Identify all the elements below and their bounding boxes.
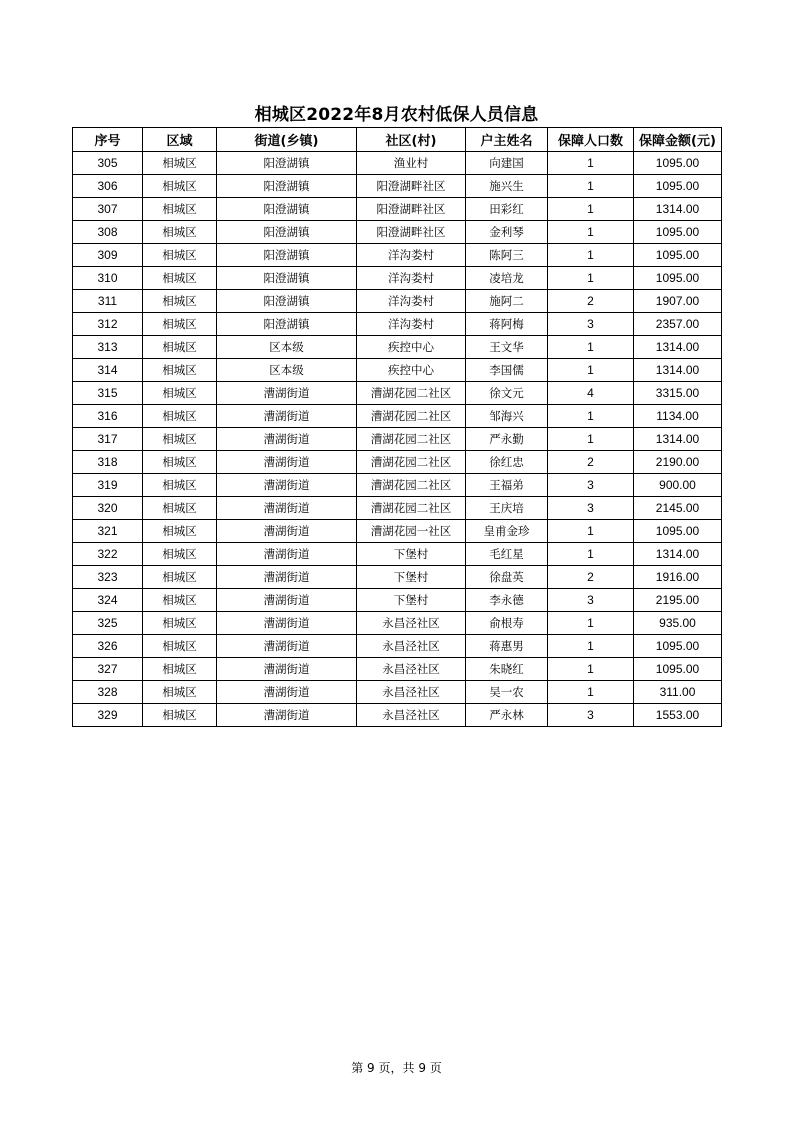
cell-amount: 2195.00 [634, 589, 722, 612]
cell-amount: 1095.00 [634, 244, 722, 267]
cell-people-count: 3 [548, 589, 634, 612]
table-row [73, 336, 722, 359]
cell-community: 阳澄湖畔社区 [357, 175, 466, 198]
cell-amount: 1095.00 [634, 152, 722, 175]
cell-index: 305 [73, 152, 143, 175]
column-header-index: 序号 [73, 128, 143, 152]
cell-community: 洋沟娄村 [357, 290, 466, 313]
table-row [73, 543, 722, 566]
table-row [73, 267, 722, 290]
cell-householder: 毛红星 [466, 543, 548, 566]
cell-community: 下堡村 [357, 543, 466, 566]
cell-street: 漕湖街道 [217, 428, 357, 451]
cell-people-count: 3 [548, 497, 634, 520]
table-row [73, 520, 722, 543]
cell-householder: 李国儒 [466, 359, 548, 382]
table-row [73, 428, 722, 451]
cell-street: 漕湖街道 [217, 405, 357, 428]
cell-people-count: 1 [548, 175, 634, 198]
cell-index: 325 [73, 612, 143, 635]
cell-people-count: 1 [548, 405, 634, 428]
table-row [73, 658, 722, 681]
cell-amount: 1314.00 [634, 359, 722, 382]
cell-amount: 1314.00 [634, 428, 722, 451]
table-body [73, 152, 722, 727]
cell-community: 下堡村 [357, 589, 466, 612]
cell-street: 漕湖街道 [217, 520, 357, 543]
cell-people-count: 3 [548, 474, 634, 497]
cell-index: 320 [73, 497, 143, 520]
cell-householder: 金利琴 [466, 221, 548, 244]
column-header-community: 社区(村) [357, 128, 466, 152]
cell-street: 漕湖街道 [217, 566, 357, 589]
cell-people-count: 1 [548, 267, 634, 290]
cell-people-count: 1 [548, 244, 634, 267]
cell-district: 相城区 [143, 313, 217, 336]
cell-street: 漕湖街道 [217, 474, 357, 497]
cell-street: 漕湖街道 [217, 658, 357, 681]
page-footer: 第 9 页，共 9 页 [351, 1061, 442, 1075]
cell-district: 相城区 [143, 520, 217, 543]
cell-index: 324 [73, 589, 143, 612]
cell-amount: 935.00 [634, 612, 722, 635]
cell-district: 相城区 [143, 336, 217, 359]
table-row [73, 474, 722, 497]
cell-community: 洋沟娄村 [357, 313, 466, 336]
cell-householder: 朱晓红 [466, 658, 548, 681]
cell-amount: 900.00 [634, 474, 722, 497]
cell-amount: 1095.00 [634, 221, 722, 244]
cell-community: 疾控中心 [357, 336, 466, 359]
cell-community: 永昌泾社区 [357, 612, 466, 635]
cell-index: 313 [73, 336, 143, 359]
cell-street: 阳澄湖镇 [217, 313, 357, 336]
cell-district: 相城区 [143, 612, 217, 635]
cell-community: 漕湖花园二社区 [357, 382, 466, 405]
cell-people-count: 1 [548, 359, 634, 382]
cell-index: 306 [73, 175, 143, 198]
cell-street: 阳澄湖镇 [217, 267, 357, 290]
cell-community: 漕湖花园二社区 [357, 428, 466, 451]
cell-people-count: 1 [548, 198, 634, 221]
cell-amount: 1095.00 [634, 635, 722, 658]
cell-district: 相城区 [143, 359, 217, 382]
cell-district: 相城区 [143, 658, 217, 681]
cell-street: 漕湖街道 [217, 382, 357, 405]
cell-people-count: 1 [548, 543, 634, 566]
cell-district: 相城区 [143, 474, 217, 497]
cell-householder: 蒋惠男 [466, 635, 548, 658]
cell-householder: 施兴生 [466, 175, 548, 198]
table-row [73, 566, 722, 589]
cell-street: 漕湖街道 [217, 497, 357, 520]
cell-index: 315 [73, 382, 143, 405]
cell-index: 311 [73, 290, 143, 313]
cell-index: 322 [73, 543, 143, 566]
cell-community: 漕湖花园二社区 [357, 451, 466, 474]
cell-district: 相城区 [143, 589, 217, 612]
cell-community: 洋沟娄村 [357, 267, 466, 290]
column-header-householder: 户主姓名 [466, 128, 548, 152]
cell-index: 308 [73, 221, 143, 244]
cell-index: 319 [73, 474, 143, 497]
cell-amount: 3315.00 [634, 382, 722, 405]
cell-people-count: 2 [548, 451, 634, 474]
cell-community: 永昌泾社区 [357, 704, 466, 727]
cell-street: 阳澄湖镇 [217, 175, 357, 198]
cell-amount: 1095.00 [634, 175, 722, 198]
cell-district: 相城区 [143, 221, 217, 244]
cell-district: 相城区 [143, 704, 217, 727]
cell-street: 区本级 [217, 336, 357, 359]
cell-index: 323 [73, 566, 143, 589]
column-header-people-count: 保障人口数 [548, 128, 634, 152]
table-row [73, 152, 722, 175]
cell-people-count: 1 [548, 612, 634, 635]
cell-householder: 邹海兴 [466, 405, 548, 428]
cell-people-count: 3 [548, 704, 634, 727]
cell-amount: 311.00 [634, 681, 722, 704]
cell-amount: 2190.00 [634, 451, 722, 474]
cell-householder: 王福弟 [466, 474, 548, 497]
table-row [73, 359, 722, 382]
cell-people-count: 2 [548, 566, 634, 589]
page-title: 相城区2022年8月农村低保人员信息 [254, 105, 539, 125]
table-row [73, 405, 722, 428]
cell-householder: 蒋阿梅 [466, 313, 548, 336]
cell-street: 阳澄湖镇 [217, 198, 357, 221]
cell-amount: 1095.00 [634, 658, 722, 681]
table-row [73, 382, 722, 405]
cell-street: 漕湖街道 [217, 589, 357, 612]
cell-district: 相城区 [143, 681, 217, 704]
cell-index: 327 [73, 658, 143, 681]
cell-district: 相城区 [143, 497, 217, 520]
cell-district: 相城区 [143, 267, 217, 290]
table-row [73, 198, 722, 221]
cell-amount: 1314.00 [634, 198, 722, 221]
cell-index: 329 [73, 704, 143, 727]
cell-amount: 1916.00 [634, 566, 722, 589]
cell-district: 相城区 [143, 405, 217, 428]
cell-district: 相城区 [143, 635, 217, 658]
cell-amount: 2145.00 [634, 497, 722, 520]
cell-people-count: 1 [548, 152, 634, 175]
cell-index: 309 [73, 244, 143, 267]
cell-householder: 俞根寿 [466, 612, 548, 635]
cell-householder: 徐红忠 [466, 451, 548, 474]
cell-people-count: 1 [548, 520, 634, 543]
cell-street: 阳澄湖镇 [217, 290, 357, 313]
cell-community: 阳澄湖畔社区 [357, 221, 466, 244]
cell-amount: 1134.00 [634, 405, 722, 428]
cell-community: 漕湖花园一社区 [357, 520, 466, 543]
cell-community: 渔业村 [357, 152, 466, 175]
cell-street: 阳澄湖镇 [217, 244, 357, 267]
table-row [73, 589, 722, 612]
cell-amount: 2357.00 [634, 313, 722, 336]
cell-amount: 1095.00 [634, 267, 722, 290]
cell-people-count: 1 [548, 428, 634, 451]
cell-householder: 皇甫金珍 [466, 520, 548, 543]
table-row [73, 290, 722, 313]
cell-index: 328 [73, 681, 143, 704]
cell-householder: 施阿二 [466, 290, 548, 313]
cell-amount: 1314.00 [634, 543, 722, 566]
cell-community: 下堡村 [357, 566, 466, 589]
cell-district: 相城区 [143, 382, 217, 405]
table-row [73, 635, 722, 658]
cell-index: 326 [73, 635, 143, 658]
cell-street: 漕湖街道 [217, 681, 357, 704]
cell-community: 洋沟娄村 [357, 244, 466, 267]
cell-index: 318 [73, 451, 143, 474]
column-header-street: 街道(乡镇) [217, 128, 357, 152]
cell-amount: 1907.00 [634, 290, 722, 313]
cell-index: 307 [73, 198, 143, 221]
cell-street: 区本级 [217, 359, 357, 382]
table-row [73, 612, 722, 635]
cell-householder: 徐文元 [466, 382, 548, 405]
cell-street: 漕湖街道 [217, 543, 357, 566]
cell-index: 310 [73, 267, 143, 290]
table-row [73, 704, 722, 727]
cell-district: 相城区 [143, 244, 217, 267]
cell-district: 相城区 [143, 566, 217, 589]
cell-amount: 1095.00 [634, 520, 722, 543]
cell-amount: 1314.00 [634, 336, 722, 359]
table-row [73, 221, 722, 244]
cell-householder: 吴一农 [466, 681, 548, 704]
cell-district: 相城区 [143, 175, 217, 198]
cell-index: 312 [73, 313, 143, 336]
cell-community: 永昌泾社区 [357, 658, 466, 681]
cell-community: 漕湖花园二社区 [357, 497, 466, 520]
cell-people-count: 1 [548, 658, 634, 681]
cell-householder: 王庆培 [466, 497, 548, 520]
cell-district: 相城区 [143, 451, 217, 474]
cell-householder: 徐盘英 [466, 566, 548, 589]
table-row [73, 313, 722, 336]
cell-people-count: 3 [548, 313, 634, 336]
cell-householder: 严永林 [466, 704, 548, 727]
table-row [73, 451, 722, 474]
column-header-district: 区域 [143, 128, 217, 152]
cell-amount: 1553.00 [634, 704, 722, 727]
cell-people-count: 4 [548, 382, 634, 405]
cell-district: 相城区 [143, 198, 217, 221]
column-header-amount: 保障金额(元) [634, 128, 722, 152]
cell-district: 相城区 [143, 152, 217, 175]
cell-community: 阳澄湖畔社区 [357, 198, 466, 221]
cell-householder: 严永勤 [466, 428, 548, 451]
cell-index: 317 [73, 428, 143, 451]
cell-people-count: 1 [548, 221, 634, 244]
table-row [73, 244, 722, 267]
cell-householder: 王文华 [466, 336, 548, 359]
cell-index: 314 [73, 359, 143, 382]
table-row [73, 175, 722, 198]
cell-householder: 田彩红 [466, 198, 548, 221]
cell-street: 漕湖街道 [217, 635, 357, 658]
table-row [73, 497, 722, 520]
cell-district: 相城区 [143, 290, 217, 313]
cell-householder: 李永德 [466, 589, 548, 612]
cell-street: 阳澄湖镇 [217, 152, 357, 175]
table-header-row [73, 128, 722, 152]
table-row [73, 681, 722, 704]
cell-district: 相城区 [143, 543, 217, 566]
cell-people-count: 1 [548, 336, 634, 359]
cell-community: 漕湖花园二社区 [357, 405, 466, 428]
cell-community: 永昌泾社区 [357, 681, 466, 704]
cell-street: 阳澄湖镇 [217, 221, 357, 244]
cell-index: 316 [73, 405, 143, 428]
cell-householder: 凌培龙 [466, 267, 548, 290]
cell-people-count: 1 [548, 681, 634, 704]
cell-community: 漕湖花园二社区 [357, 474, 466, 497]
cell-street: 漕湖街道 [217, 451, 357, 474]
cell-street: 漕湖街道 [217, 704, 357, 727]
cell-community: 疾控中心 [357, 359, 466, 382]
cell-community: 永昌泾社区 [357, 635, 466, 658]
data-table [72, 127, 722, 727]
cell-index: 321 [73, 520, 143, 543]
cell-people-count: 2 [548, 290, 634, 313]
cell-street: 漕湖街道 [217, 612, 357, 635]
cell-district: 相城区 [143, 428, 217, 451]
cell-householder: 向建国 [466, 152, 548, 175]
cell-people-count: 1 [548, 635, 634, 658]
cell-householder: 陈阿三 [466, 244, 548, 267]
